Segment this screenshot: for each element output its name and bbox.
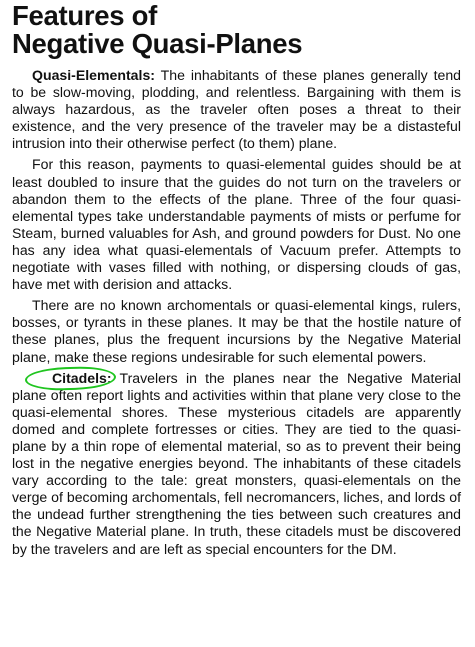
paragraph-citadels [12,370,461,558]
title-line-1: Features of [12,0,157,31]
run-in-heading-quasi-elementals: Quasi-Elementals: [32,67,155,83]
paragraph-payments [12,156,461,293]
paragraph-archomentals [12,297,461,365]
title-line-2: Negative Quasi-Planes [12,28,303,59]
paragraph-quasi-elementals [12,67,461,152]
paragraph-text: The inhabitants of these planes generally tend to be slow-moving, plodding, and relentless. Bargaining with them is always hazardous, as the traveler often poses a threat to their existence, and the very presence of the traveler may be a distasteful intrusion into their otherwise perfect (to them) plane. [12,67,461,152]
paragraph-text: There are no known archomentals or quasi-elemental kings, rulers, bosses, or tyrants in these planes. It may be that the hostile nature of these planes, plus the frequent incursions by the Negative Material plane, make these regions undesirable for such elemental powers. [12,297,461,365]
paragraph-text: For this reason, payments to quasi-elemental guides should be at least doubled to insure that the guides do not turn on the travelers or abandon them to the effects of the plane. Three of the four quasi-elemental types take understandable payments of mists or perfume for Steam, burned valuables for Ash, and ground powders for Dust. No one has any idea what quasi-elementals of Vacuum prefer. Attempts to negotiate with vases filled with nothing, or dispersing clouds of gas, have met with derision and attacks. [12,156,461,293]
circled-heading-marker [32,370,112,387]
paragraph-text: Travelers in the planes near the Negative Material plane often report lights and activities within that plane very close to the quasi-elemental shores. These mysterious citadels are apparently domed and complete fortresses or cities. They are tied to the quasi-plane by a thin rope of elemental material, so as to prevent their being lost in the negative energies beyond. The inhabitants of these citadels vary according to the tale: great monsters, quasi-elementals on the verge of becoming archomentals, fell necromancers, liches, and lords of the undead further strengthening the ties between such creatures and the Negative Material plane. In truth, these citadels must be discovered by the travelers and are left as special encounters for the DM. [12,369,461,557]
page-title [12,2,461,58]
article-body [12,67,461,558]
run-in-heading-citadels: Citadels: [52,369,112,386]
